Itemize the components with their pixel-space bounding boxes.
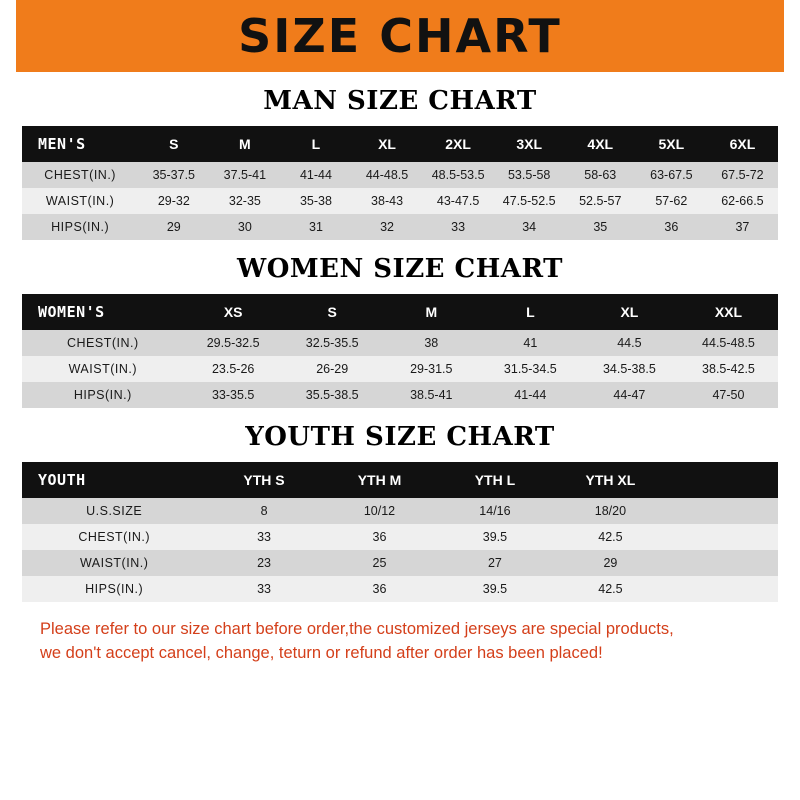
page-title: SIZE CHART	[238, 9, 562, 63]
men-cell: 67.5-72	[707, 162, 778, 188]
women-table-head	[22, 294, 778, 330]
table-header-row	[22, 462, 778, 498]
men-table-body	[22, 162, 778, 240]
youth-cell: 10/12	[322, 498, 437, 524]
table-row	[22, 524, 778, 550]
women-cell: 41	[481, 330, 580, 356]
women-cell: 29-31.5	[382, 356, 481, 382]
women-cell: 29.5-32.5	[184, 330, 283, 356]
women-cell: 23.5-26	[184, 356, 283, 382]
youth-cell: 39.5	[437, 524, 552, 550]
women-cell: 34.5-38.5	[580, 356, 679, 382]
youth-cell: 39.5	[437, 576, 552, 602]
men-cell: 37	[707, 214, 778, 240]
men-row-label: WAIST(IN.)	[22, 188, 138, 214]
women-size-table	[22, 294, 778, 408]
women-header-cell: M	[382, 294, 481, 330]
men-cell: 35-38	[280, 188, 351, 214]
men-cell: 53.5-58	[494, 162, 565, 188]
men-row-label: CHEST(IN.)	[22, 162, 138, 188]
women-section-title: WOMEN SIZE CHART	[237, 254, 563, 284]
women-cell: 26-29	[283, 356, 382, 382]
men-cell: 32-35	[209, 188, 280, 214]
youth-header-spacer	[668, 462, 778, 498]
youth-cell: 36	[322, 524, 437, 550]
youth-table-body	[22, 498, 778, 602]
men-header-label: MEN'S	[22, 126, 138, 162]
youth-header-label: YOUTH	[22, 462, 206, 498]
men-header-cell: 4XL	[565, 126, 636, 162]
men-cell: 62-66.5	[707, 188, 778, 214]
women-row-label: WAIST(IN.)	[22, 356, 184, 382]
men-cell: 58-63	[565, 162, 636, 188]
men-header-cell: XL	[352, 126, 423, 162]
men-cell: 37.5-41	[209, 162, 280, 188]
men-cell: 43-47.5	[423, 188, 494, 214]
youth-cell: 29	[553, 550, 669, 576]
men-cell: 35-37.5	[138, 162, 209, 188]
men-cell: 35	[565, 214, 636, 240]
men-header-cell: L	[280, 126, 351, 162]
women-header-cell: XXL	[679, 294, 778, 330]
header-band	[0, 0, 800, 72]
table-row	[22, 382, 778, 408]
men-cell: 48.5-53.5	[423, 162, 494, 188]
women-cell: 38.5-42.5	[679, 356, 778, 382]
men-header-cell: M	[209, 126, 280, 162]
men-header-cell: S	[138, 126, 209, 162]
women-cell: 44.5-48.5	[679, 330, 778, 356]
men-cell: 44-48.5	[352, 162, 423, 188]
women-cell: 41-44	[481, 382, 580, 408]
table-header-row	[22, 126, 778, 162]
men-cell: 31	[280, 214, 351, 240]
women-row-label: CHEST(IN.)	[22, 330, 184, 356]
youth-cell: 14/16	[437, 498, 552, 524]
men-cell: 47.5-52.5	[494, 188, 565, 214]
youth-cell-spacer	[668, 524, 778, 550]
men-table-head	[22, 126, 778, 162]
youth-table-head	[22, 462, 778, 498]
men-size-table	[22, 126, 778, 240]
women-cell: 31.5-34.5	[481, 356, 580, 382]
youth-cell-spacer	[668, 550, 778, 576]
men-cell: 34	[494, 214, 565, 240]
women-cell: 33-35.5	[184, 382, 283, 408]
header-right-spacer	[784, 0, 800, 72]
men-cell: 52.5-57	[565, 188, 636, 214]
youth-cell: 42.5	[553, 576, 669, 602]
youth-cell: 8	[206, 498, 321, 524]
table-row	[22, 330, 778, 356]
youth-cell: 18/20	[553, 498, 669, 524]
men-row-label: HIPS(IN.)	[22, 214, 138, 240]
women-cell: 44-47	[580, 382, 679, 408]
youth-size-table	[22, 462, 778, 602]
women-header-cell: XS	[184, 294, 283, 330]
women-cell: 44.5	[580, 330, 679, 356]
men-cell: 41-44	[280, 162, 351, 188]
youth-cell: 42.5	[553, 524, 669, 550]
women-row-label: HIPS(IN.)	[22, 382, 184, 408]
men-header-cell: 3XL	[494, 126, 565, 162]
youth-row-label: U.S.SIZE	[22, 498, 206, 524]
youth-cell: 23	[206, 550, 321, 576]
table-row	[22, 162, 778, 188]
men-cell: 33	[423, 214, 494, 240]
youth-header-cell: YTH M	[322, 462, 437, 498]
men-cell: 29	[138, 214, 209, 240]
men-cell: 30	[209, 214, 280, 240]
men-cell: 57-62	[636, 188, 707, 214]
men-cell: 32	[352, 214, 423, 240]
table-row	[22, 214, 778, 240]
women-header-cell: L	[481, 294, 580, 330]
men-header-cell: 2XL	[423, 126, 494, 162]
men-header-cell: 6XL	[707, 126, 778, 162]
women-cell: 35.5-38.5	[283, 382, 382, 408]
footer-note	[22, 618, 778, 666]
youth-cell-spacer	[668, 498, 778, 524]
youth-cell-spacer	[668, 576, 778, 602]
youth-header-cell: YTH XL	[553, 462, 669, 498]
men-header-cell: 5XL	[636, 126, 707, 162]
men-section-title: MAN SIZE CHART	[263, 86, 537, 116]
table-row	[22, 498, 778, 524]
youth-cell: 36	[322, 576, 437, 602]
men-cell: 38-43	[352, 188, 423, 214]
table-header-row	[22, 294, 778, 330]
women-header-label: WOMEN'S	[22, 294, 184, 330]
youth-row-label: HIPS(IN.)	[22, 576, 206, 602]
women-cell: 38	[382, 330, 481, 356]
women-table-body	[22, 330, 778, 408]
men-cell: 29-32	[138, 188, 209, 214]
table-row	[22, 188, 778, 214]
footer-note-line-2: we don't accept cancel, change, teturn or refund after order has been placed!	[40, 643, 603, 662]
women-cell: 32.5-35.5	[283, 330, 382, 356]
women-cell: 47-50	[679, 382, 778, 408]
women-header-cell: XL	[580, 294, 679, 330]
youth-row-label: WAIST(IN.)	[22, 550, 206, 576]
youth-header-cell: YTH L	[437, 462, 552, 498]
men-cell: 36	[636, 214, 707, 240]
table-row	[22, 550, 778, 576]
men-cell: 63-67.5	[636, 162, 707, 188]
header-left-spacer	[0, 0, 16, 72]
women-cell: 38.5-41	[382, 382, 481, 408]
youth-cell: 25	[322, 550, 437, 576]
youth-header-cell: YTH S	[206, 462, 321, 498]
youth-cell: 33	[206, 524, 321, 550]
table-row	[22, 576, 778, 602]
women-header-cell: S	[283, 294, 382, 330]
youth-row-label: CHEST(IN.)	[22, 524, 206, 550]
chart-content	[0, 86, 800, 666]
youth-cell: 33	[206, 576, 321, 602]
footer-note-line-1: Please refer to our size chart before order,the customized jerseys are special products,	[40, 620, 674, 638]
youth-section-title: YOUTH SIZE CHART	[245, 422, 555, 452]
youth-cell: 27	[437, 550, 552, 576]
table-row	[22, 356, 778, 382]
